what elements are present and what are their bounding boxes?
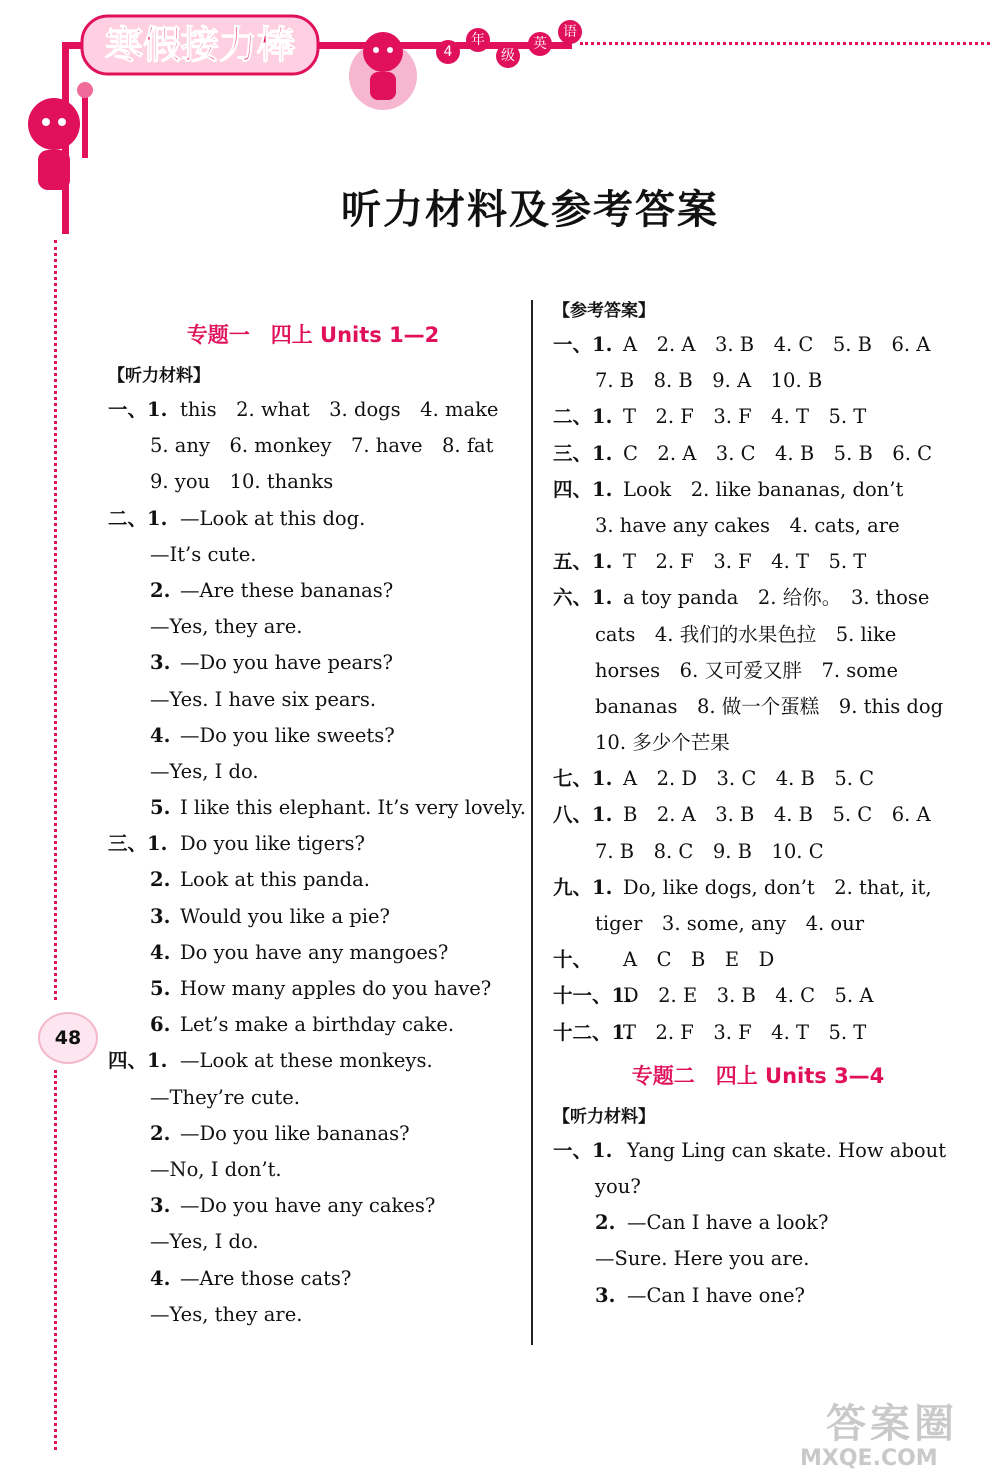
text-line <box>108 1116 518 1152</box>
listening-lines-2 <box>553 1133 963 1314</box>
text-line <box>553 399 963 435</box>
text-line <box>553 834 963 870</box>
line-text: —Can I have a look? <box>627 1211 829 1235</box>
text-line <box>553 1133 963 1169</box>
text-line <box>108 826 518 862</box>
text-line <box>553 870 963 906</box>
mascot-torch-icon <box>20 80 100 210</box>
question-label: 九、1. <box>553 875 613 899</box>
grade-badge: 语 <box>558 20 582 44</box>
line-text: —Do you have pears? <box>180 651 393 675</box>
line-text: —Are these bananas? <box>180 578 394 602</box>
line-text: —They’re cute. <box>150 1085 300 1109</box>
right-column <box>553 295 963 1314</box>
line-text: How many apples do you have? <box>180 977 492 1000</box>
left-column <box>108 310 526 1333</box>
text-line <box>553 689 963 725</box>
question-label: 3. <box>150 651 171 675</box>
line-text: a toy panda 2. 给你。 3. those <box>623 586 930 610</box>
question-label: 一、1. <box>553 333 613 356</box>
text-line <box>553 906 963 942</box>
question-label: 八、1. <box>553 803 613 827</box>
watermark-url: MXQE.COM <box>800 1446 938 1471</box>
left-lines <box>108 392 526 1333</box>
line-text: bananas 8. 做一个蛋糕 9. this dog <box>595 694 944 718</box>
line-text: tiger 3. some, any 4. our <box>595 912 865 935</box>
brand-logo <box>80 10 320 80</box>
question-label: 七、1. <box>553 767 613 791</box>
section-title-1: 专题一 四上 Units 1—2 <box>186 323 440 347</box>
text-line <box>108 1080 518 1116</box>
grade-badge: 英 <box>528 32 552 56</box>
dotted-top-border <box>580 42 990 45</box>
text-line <box>108 1261 518 1297</box>
line-text: Do you have any mangoes? <box>180 940 449 964</box>
watermark <box>790 1392 990 1472</box>
text-line <box>108 573 518 609</box>
dotted-left-border <box>54 240 57 1000</box>
text-line <box>553 472 963 508</box>
grade-badge: 级 <box>496 44 520 68</box>
line-text: —Yes, I do. <box>150 1230 259 1254</box>
line-text: —Do you have any cakes? <box>180 1194 436 1218</box>
text-line <box>553 942 963 978</box>
question-label: 5. <box>150 977 171 1000</box>
text-line <box>108 645 518 681</box>
question-label: 十、 <box>553 948 593 972</box>
text-line <box>108 862 518 898</box>
text-line <box>108 754 518 790</box>
line-text: this 2. what 3. dogs 4. make <box>180 398 499 421</box>
text-line <box>553 617 963 653</box>
line-text: 10. 多少个芒果 <box>595 731 730 755</box>
answer-key-tag: 【参考答案】 <box>553 301 655 321</box>
text-line <box>553 725 963 761</box>
line-text: —Look at this dog. <box>180 506 366 530</box>
line-text: cats 4. 我们的水果色拉 5. like <box>595 622 897 646</box>
text-line <box>553 797 963 833</box>
text-line <box>553 1241 963 1277</box>
text-line <box>108 682 518 718</box>
text-line <box>553 978 963 1014</box>
question-label: 4. <box>150 1266 171 1290</box>
line-text: I like this elephant. It’s very lovely. <box>180 796 526 820</box>
line-text: B 2. A 3. B 4. B 5. C 6. A <box>623 803 931 827</box>
text-line <box>108 790 526 826</box>
text-line <box>108 609 518 645</box>
page-number: 48 <box>38 1012 98 1064</box>
brand-logo-art <box>80 10 320 80</box>
question-label: 2. <box>150 578 171 602</box>
answer-lines <box>553 327 963 1051</box>
text-line <box>108 718 518 754</box>
line-text: Let’s make a birthday cake. <box>180 1013 455 1037</box>
question-label: 3. <box>150 904 171 928</box>
mascot-top-icon <box>340 18 426 110</box>
text-line <box>553 436 963 472</box>
question-label: 3. <box>150 1194 171 1218</box>
text-line <box>553 1015 963 1051</box>
line-text: Look 2. like bananas, don’t <box>623 477 904 501</box>
text-line <box>108 1224 518 1260</box>
text-line <box>553 327 963 363</box>
line-text: T 2. F 3. F 4. T 5. T <box>623 1020 867 1044</box>
line-text: —Yes, they are. <box>150 1302 303 1326</box>
text-line <box>108 464 518 500</box>
line-text: T 2. F 3. F 4. T 5. T <box>623 550 867 574</box>
line-text: —Look at these monkeys. <box>180 1049 433 1073</box>
question-label: 四、1. <box>553 477 613 501</box>
watermark-logo: 答案圈 <box>826 1401 958 1447</box>
line-text: A 2. A 3. B 4. C 5. B 6. A <box>623 333 931 356</box>
question-label: 2. <box>150 868 171 892</box>
line-text: horses 6. 又可爱又胖 7. some <box>595 658 899 682</box>
line-text: 9. you 10. thanks <box>150 470 334 494</box>
line-text: —Yes. I have six pears. <box>150 687 377 711</box>
page-title: 听力材料及参考答案 <box>341 187 719 233</box>
dotted-left-border-lower <box>54 1070 57 1450</box>
brand-logo-text: 寒假接力棒 <box>104 23 296 67</box>
text-line <box>553 544 963 580</box>
question-label: 六、1. <box>553 586 613 610</box>
text-line <box>553 1278 963 1314</box>
text-line <box>553 580 963 616</box>
line-text: —It’s cute. <box>150 542 257 566</box>
question-label: 三、1. <box>108 832 168 856</box>
listening-material-tag-2: 【听力材料】 <box>553 1106 655 1127</box>
question-label: 一、1. <box>108 398 168 421</box>
line-text: T 2. F 3. F 4. T 5. T <box>623 405 867 429</box>
line-text: 5. any 6. monkey 7. have 8. fat <box>150 434 494 458</box>
line-text: Do, like dogs, don’t 2. that, it, <box>623 875 932 899</box>
question-label: 四、1. <box>108 1049 168 1073</box>
grade-badge: 年 <box>466 28 490 52</box>
text-line <box>108 1297 518 1333</box>
question-label: 4. <box>150 940 171 964</box>
question-label: 十一、1. <box>553 984 632 1008</box>
text-line <box>108 392 518 428</box>
listening-material-tag: 【听力材料】 <box>108 366 210 386</box>
line-text: —No, I don’t. <box>150 1157 282 1181</box>
question-label: 6. <box>150 1013 171 1037</box>
question-label: 3. <box>595 1283 616 1307</box>
text-line <box>108 935 518 971</box>
line-text: Yang Ling can skate. How about <box>627 1138 947 1162</box>
text-line <box>553 761 963 797</box>
line-text: A 2. D 3. C 4. B 5. C <box>623 767 875 791</box>
question-label: 2. <box>595 1211 616 1235</box>
question-label: 十二、1. <box>553 1020 632 1044</box>
question-label: 三、1. <box>553 441 613 465</box>
text-line <box>108 899 518 935</box>
line-text: you? <box>595 1174 641 1198</box>
question-label: 五、1. <box>553 550 613 574</box>
question-label: 二、1. <box>108 506 168 530</box>
text-line <box>553 653 963 689</box>
line-text: D 2. E 3. B 4. C 5. A <box>623 984 874 1008</box>
column-divider <box>531 300 533 1345</box>
grade-subject-badges <box>436 26 586 76</box>
question-label: 一、1. <box>553 1138 613 1162</box>
line-text: —Yes, they are. <box>150 615 303 639</box>
text-line <box>108 501 518 537</box>
line-text: Do you like tigers? <box>180 832 365 856</box>
text-line <box>553 1205 963 1241</box>
line-text: A C B E D <box>623 948 775 972</box>
line-text: —Sure. Here you are. <box>595 1247 810 1271</box>
line-text: —Yes, I do. <box>150 759 259 783</box>
section-title-2: 专题二 四上 Units 3—4 <box>631 1063 885 1088</box>
text-line <box>108 537 518 573</box>
text-line <box>553 1169 963 1205</box>
question-label: 4. <box>150 723 171 747</box>
line-text: 3. have any cakes 4. cats, are <box>595 513 900 537</box>
line-text: —Do you like sweets? <box>180 723 395 747</box>
line-text: 7. B 8. B 9. A 10. B <box>595 369 823 393</box>
question-label: 2. <box>150 1121 171 1145</box>
question-label: 二、1. <box>553 405 613 429</box>
line-text: C 2. A 3. C 4. B 5. B 6. C <box>623 441 933 465</box>
text-line <box>553 363 963 399</box>
text-line <box>108 428 518 464</box>
line-text: —Do you like bananas? <box>180 1121 410 1145</box>
text-line <box>108 1188 518 1224</box>
text-line <box>553 508 963 544</box>
line-text: —Can I have one? <box>627 1283 805 1307</box>
line-text: Look at this panda. <box>180 868 370 892</box>
text-line <box>108 1043 518 1079</box>
text-line <box>108 1007 518 1043</box>
text-line <box>108 1152 518 1188</box>
text-line <box>108 971 518 1007</box>
line-text: —Are those cats? <box>180 1266 352 1290</box>
grade-badge: 4 <box>436 40 460 64</box>
line-text: 7. B 8. C 9. B 10. C <box>595 839 824 863</box>
line-text: Would you like a pie? <box>180 904 391 928</box>
question-label: 5. <box>150 796 171 820</box>
